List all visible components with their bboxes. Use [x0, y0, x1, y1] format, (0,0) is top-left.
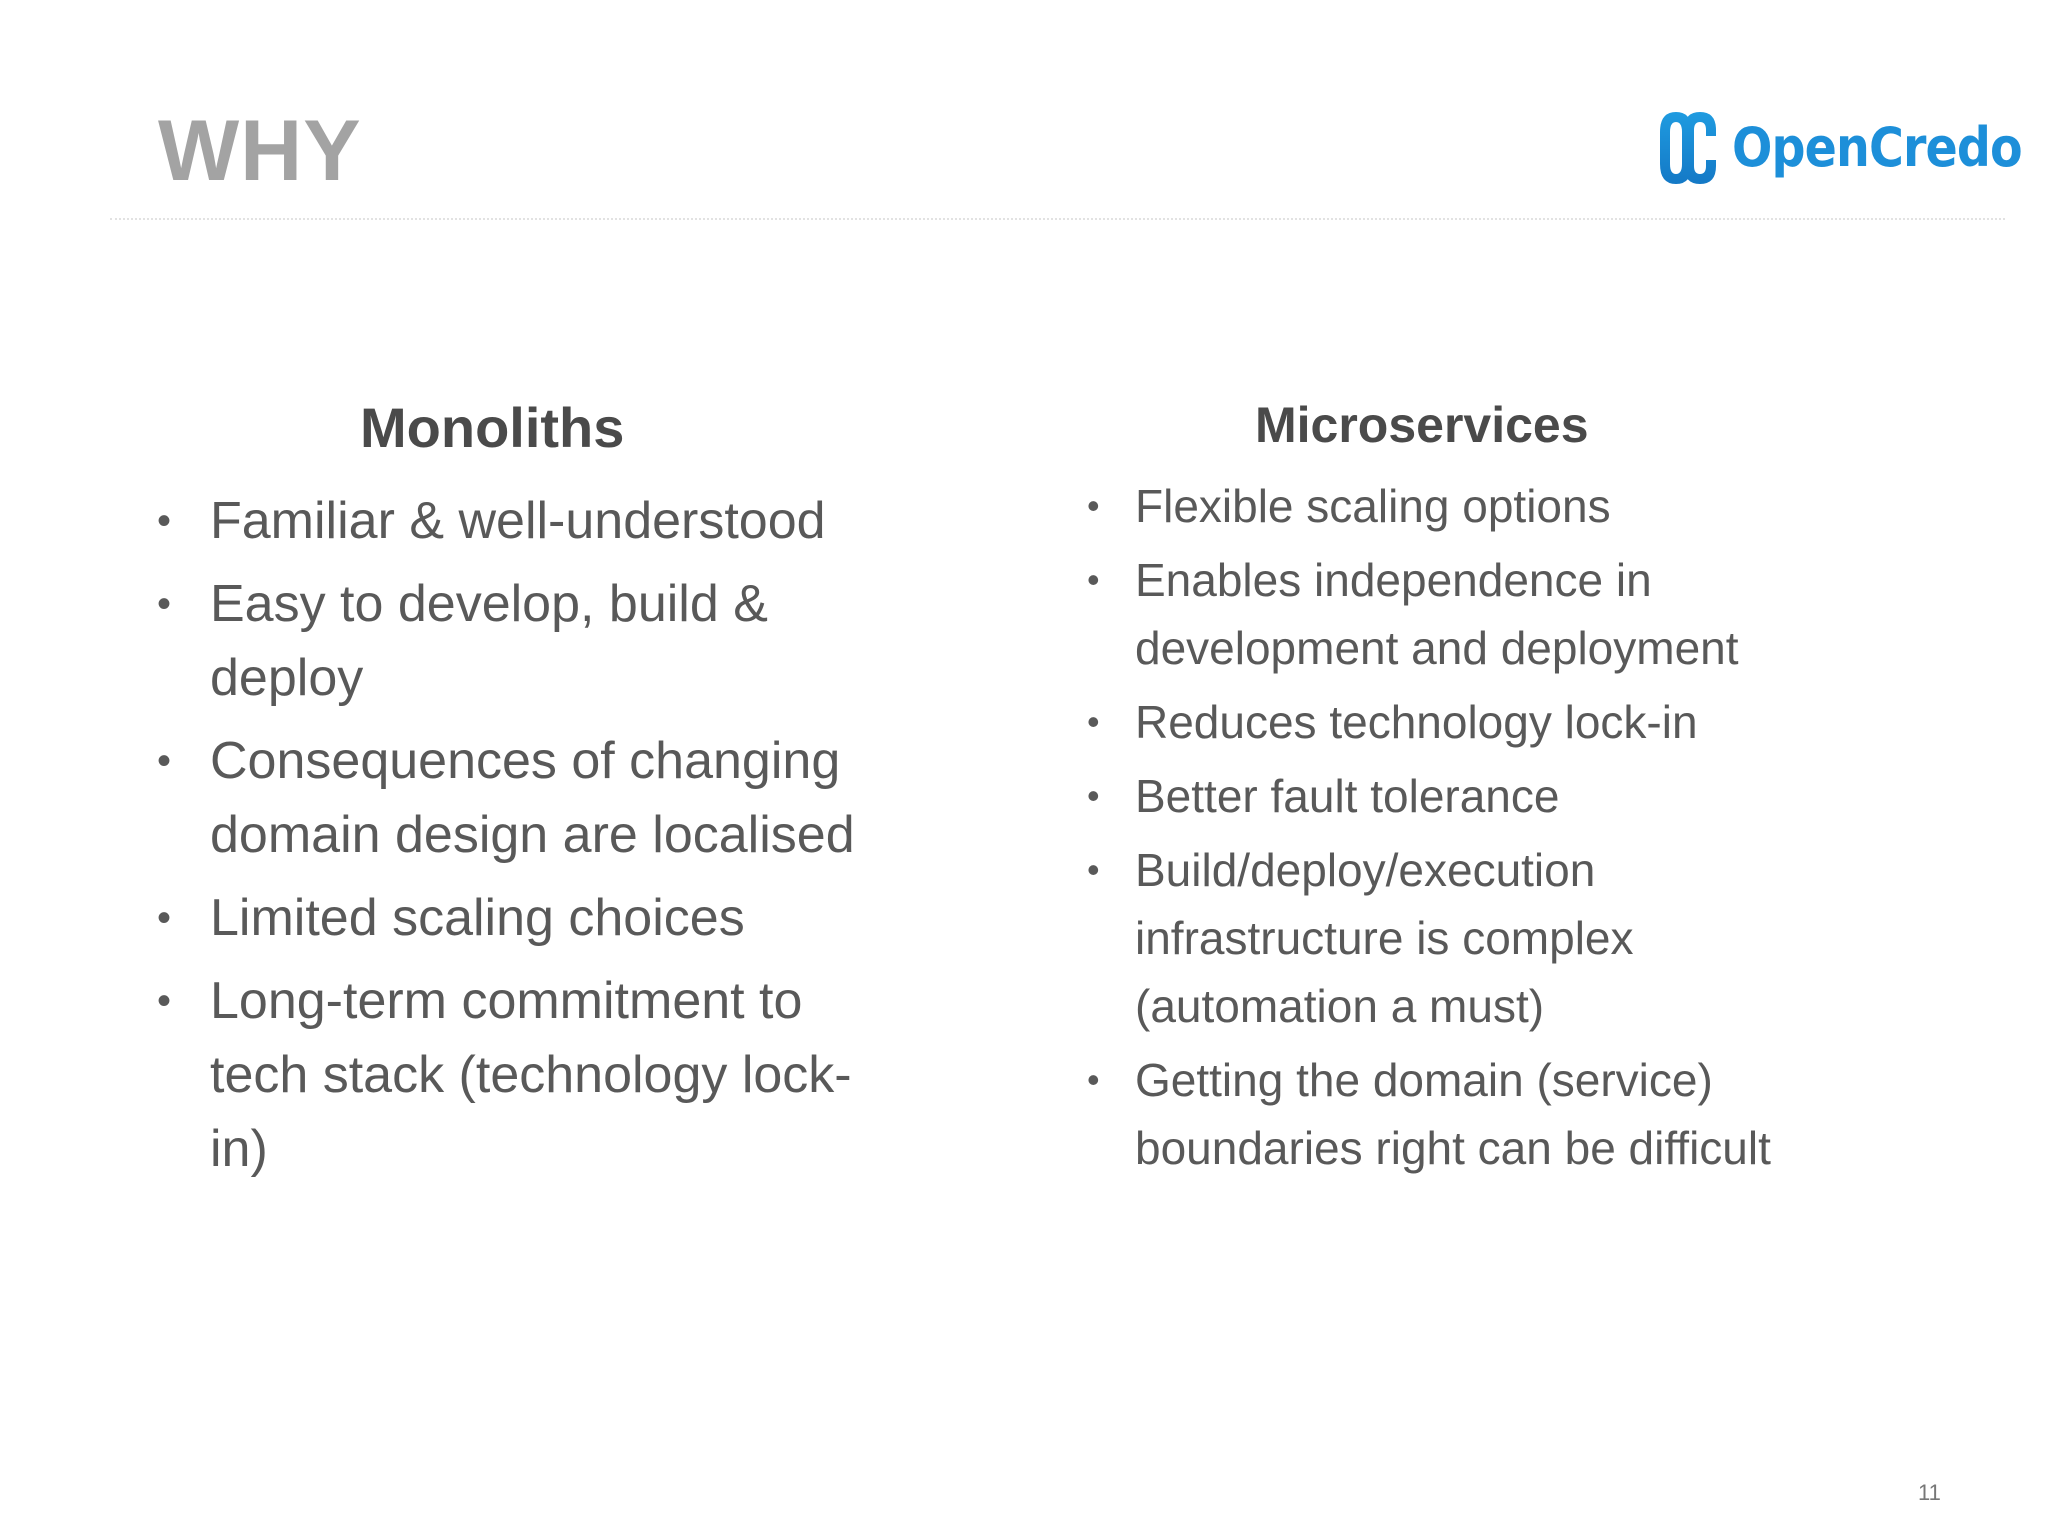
title-divider: [110, 218, 2005, 220]
list-item: [155, 567, 895, 715]
list-item-text: Flexible scaling options: [1135, 480, 1611, 532]
list-item-text: Getting the domain (service) boundaries right can be difficult: [1135, 1054, 1771, 1174]
list-item-text: Easy to develop, build & deploy: [210, 575, 768, 707]
bullet-icon: •: [157, 739, 172, 783]
microservices-heading: Microservices: [1255, 397, 1589, 453]
monoliths-heading: Monoliths: [360, 396, 625, 459]
list-item: [1085, 472, 1845, 540]
bullet-icon: •: [1087, 485, 1100, 526]
bullet-icon: •: [157, 499, 172, 543]
monoliths-list: [155, 484, 895, 1186]
list-item-text: Better fault tolerance: [1135, 770, 1560, 822]
bullet-icon: •: [1087, 775, 1100, 816]
list-item: [1085, 1046, 1845, 1182]
bullet-icon: •: [1087, 849, 1100, 890]
list-item-text: Reduces technology lock-in: [1135, 696, 1698, 748]
list-item-text: Consequences of changing domain design are localised: [210, 732, 855, 864]
slide-title: WHY: [158, 103, 362, 199]
list-item: [155, 484, 895, 558]
bullet-icon: •: [157, 896, 172, 940]
bullet-icon: •: [157, 979, 172, 1023]
list-item-text: Long-term commitment to tech stack (technology lock-in): [210, 972, 852, 1178]
logo-text: OpenCredo: [1732, 116, 2022, 179]
list-item: [155, 881, 895, 955]
page-number: 11: [1918, 1480, 1941, 1505]
list-item-text: Limited scaling choices: [210, 889, 745, 947]
opencredo-logo: [1656, 108, 2048, 188]
bullet-icon: •: [157, 582, 172, 626]
list-item: [155, 964, 895, 1186]
list-item: [1085, 546, 1845, 682]
list-item: [1085, 762, 1845, 830]
list-item-text: Build/deploy/execution infrastructure is complex (automation a must): [1135, 844, 1634, 1032]
list-item-text: Enables independence in development and deployment: [1135, 554, 1739, 674]
opencredo-oc-logo-icon: [1656, 108, 1720, 188]
monoliths-column: [155, 396, 895, 1195]
bullet-icon: •: [1087, 701, 1100, 742]
bullet-icon: •: [1087, 559, 1100, 600]
microservices-list: [1085, 472, 1845, 1182]
list-item: [1085, 688, 1845, 756]
microservices-column: [1085, 397, 1845, 1188]
list-item-text: Familiar & well-understood: [210, 492, 826, 550]
list-item: [1085, 836, 1845, 1040]
list-item: [155, 724, 895, 872]
bullet-icon: •: [1087, 1059, 1100, 1100]
